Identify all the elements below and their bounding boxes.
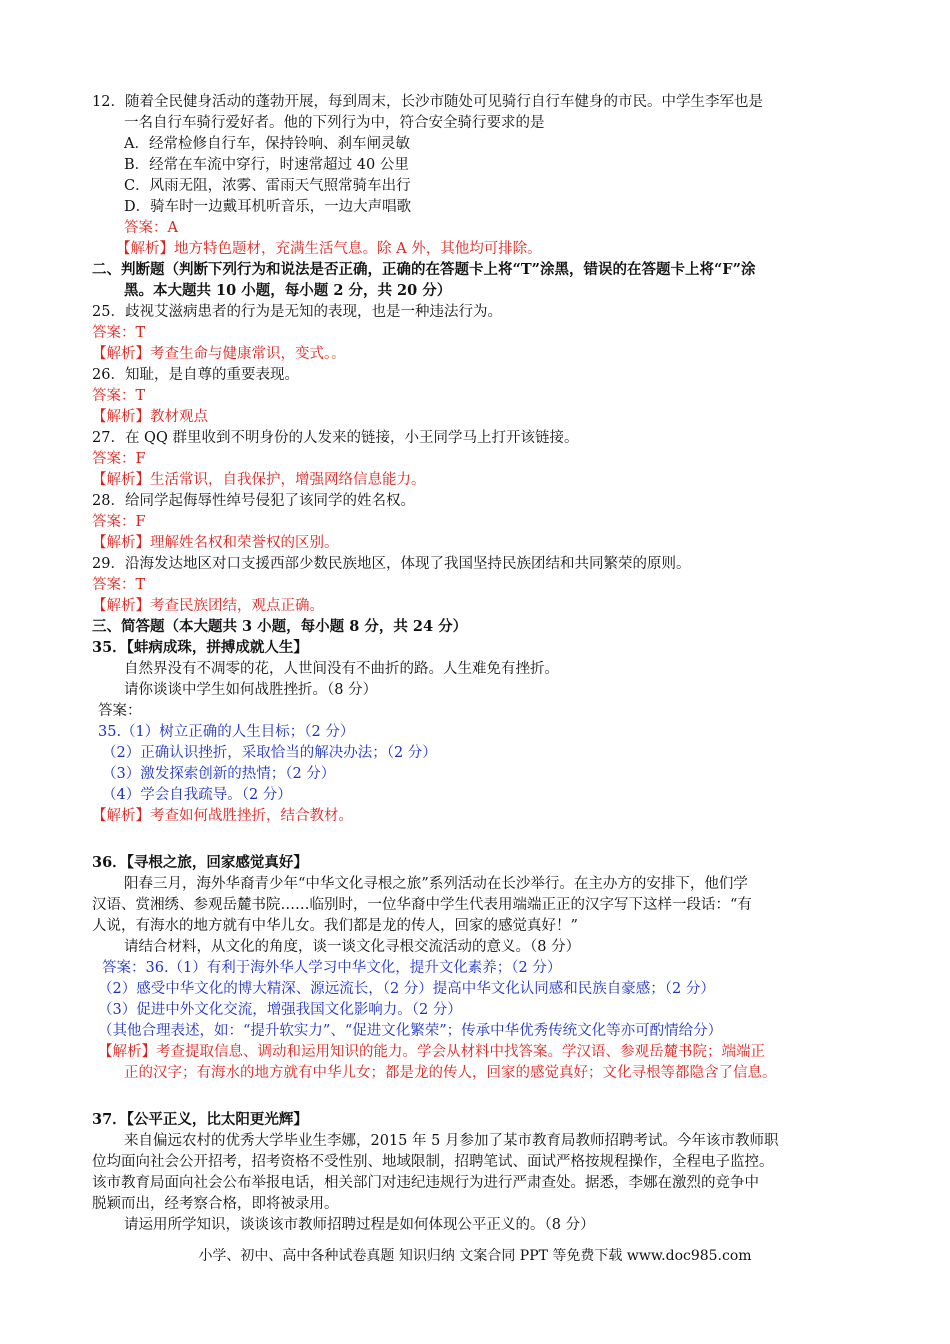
q37-material-line-4: 脱颖而出，经考察合格，即将被录用。 [92,1196,339,1212]
q25-analysis-line [92,344,346,364]
q28-analysis: 【解析】理解姓名权和荣誉权的区别。 [92,535,339,551]
q12-answer: 答案：A [124,220,178,236]
section2-header-line-1: 二、判断题（判断下列行为和说法是否正确，正确的在答题卡上将“T”涂黑，错误的在答题卡上将“F”涂 [92,261,756,278]
q26-text: 26．知耻，是自尊的重要表现。 [92,367,299,383]
q25-text: 25．歧视艾滋病患者的行为是无知的表现，也是一种违法行为。 [92,304,502,320]
q12-stem-line-2: 一名自行车骑行爱好者。他的下列行为中，符合安全骑行要求的是 [124,115,545,131]
q29-analysis: 【解析】考查民族团结，观点正确。 [92,598,324,614]
q29-answer: 答案：T [92,577,146,593]
q27-answer: 答案：F [92,451,146,467]
q35-material: 自然界没有不凋零的花，人世间没有不曲折的路。人生难免有挫折。 [124,661,559,677]
q35-ask: 请你谈谈中学生如何战胜挫折。（8 分） [124,682,378,698]
q25-analysis-tail: 。 [331,346,346,362]
q36-material-line-2: 汉语、赏湘绣、参观岳麓书院……临别时，一位华裔中学生代表用端端正正的汉字写下这样一段话：“有 [92,897,752,913]
q36-answer-1: 答案：36.（1）有利于海外华人学习中华文化，提升文化素养；（2 分） [102,960,562,976]
q36-answer-2: （2）感受中华文化的博大精深、源远流长，（2 分）提高中华文化认同感和民族自豪感；（2 分） [98,981,715,997]
q37-ask: 请运用所学知识，谈谈该市教师招聘过程是如何体现公平正义的。（8 分） [124,1217,595,1233]
q27-text: 27．在 QQ 群里收到不明身份的人发来的链接，小王同学马上打开该链接。 [92,430,579,446]
q28-text: 28．给同学起侮辱性绰号侵犯了该同学的姓名权。 [92,493,415,509]
page-footer: 小学、初中、高中各种试卷真题 知识归纳 文案合同 PPT 等免费下载 www.doc985.com [198,1248,752,1264]
q12-option-c: C．风雨无阻，浓雾、雷雨天气照常骑车出行 [124,178,411,194]
q36-analysis-line-1: 【解析】考查提取信息、调动和运用知识的能力。学会从材料中找答案。学汉语、参观岳麓书院；端端正 [98,1044,765,1060]
q36-analysis-line-2: 正的汉字；有海水的地方就有中华儿女；都是龙的传人，回家的感觉真好；文化寻根等都隐含了信息。 [124,1065,777,1081]
q36-answer-3: （3）促进中外文化交流，增强我国文化影响力。（2 分） [98,1002,462,1018]
q36-material-line-1: 阳春三月，海外华裔青少年“中华文化寻根之旅”系列活动在长沙举行。在主办方的安排下，他们学 [124,876,748,892]
q25-analysis: 【解析】考查生命与健康常识，变式。 [92,346,332,362]
q35-analysis: 【解析】考查如何战胜挫折，结合教材。 [92,808,353,824]
q35-answer-1: 35.（1）树立正确的人生目标；（2 分） [98,724,355,740]
q12-option-a: A．经常检修自行车，保持铃响、刹车闸灵敏 [124,136,410,152]
section2-header-line-2: 黑。本大题共 10 小题，每小题 2 分，共 20 分） [124,282,452,299]
q36-title: 36．【寻根之旅，回家感觉真好】 [92,854,308,871]
q26-analysis: 【解析】教材观点 [92,409,208,425]
q37-material-line-1: 来自偏远农村的优秀大学毕业生李娜，2015 年 5 月参加了某市教育局教师招聘考试。今年该市教师职 [124,1133,779,1149]
section3-header: 三、简答题（本大题共 3 小题，每小题 8 分，共 24 分） [92,618,468,635]
q25-answer: 答案：T [92,325,146,341]
q12-stem-line-1: 12．随着全民健身活动的蓬勃开展，每到周末，长沙市随处可见骑行自行车健身的市民。中学生李军也是 [92,94,763,110]
q36-answer-4: （其他合理表述，如：“提升软实力”、“促进文化繁荣”；传承中华优秀传统文化等亦可酌情给分） [98,1023,723,1039]
q29-text: 29．沿海发达地区对口支援西部少数民族地区，体现了我国坚持民族团结和共同繁荣的原则。 [92,556,691,572]
q26-answer: 答案：T [92,388,146,404]
q37-material-line-3: 该市教育局面向社会公布举报电话，相关部门对违纪违规行为进行严肃查处。据悉，李娜在激烈的竞争中 [92,1175,759,1191]
q27-analysis: 【解析】生活常识，自我保护，增强网络信息能力。 [92,472,426,488]
q35-answer-2: （2）正确认识挫折，采取恰当的解决办法；（2 分） [102,745,437,761]
q12-option-b: B．经常在车流中穿行，时速常超过 40 公里 [124,157,409,173]
q37-title: 37．【公平正义，比太阳更光辉】 [92,1111,308,1128]
q12-option-d: D．骑车时一边戴耳机听音乐，一边大声唱歌 [124,199,412,215]
q35-answer-3: （3）激发探索创新的热情；（2 分） [102,766,336,782]
q35-answer-label: 答案： [98,703,142,719]
q37-material-line-2: 位均面向社会公开招考，招考资格不受性别、地域限制，招聘笔试、面试严格按规程操作，全程电子监控。 [92,1154,774,1170]
q36-ask: 请结合材料，从文化的角度，谈一谈文化寻根交流活动的意义。（8 分） [124,939,581,955]
q36-material-line-3: 人说，有海水的地方就有中华儿女。我们都是龙的传人，回家的感觉真好！” [92,918,578,934]
q28-answer: 答案：F [92,514,146,530]
q35-answer-4: （4）学会自我疏导。（2 分） [102,787,292,803]
q35-title: 35．【蚌病成珠，拼搏成就人生】 [92,639,308,656]
q12-analysis: 【解析】地方特色题材，充满生活气息。除 A 外，其他均可排除。 [116,241,542,257]
